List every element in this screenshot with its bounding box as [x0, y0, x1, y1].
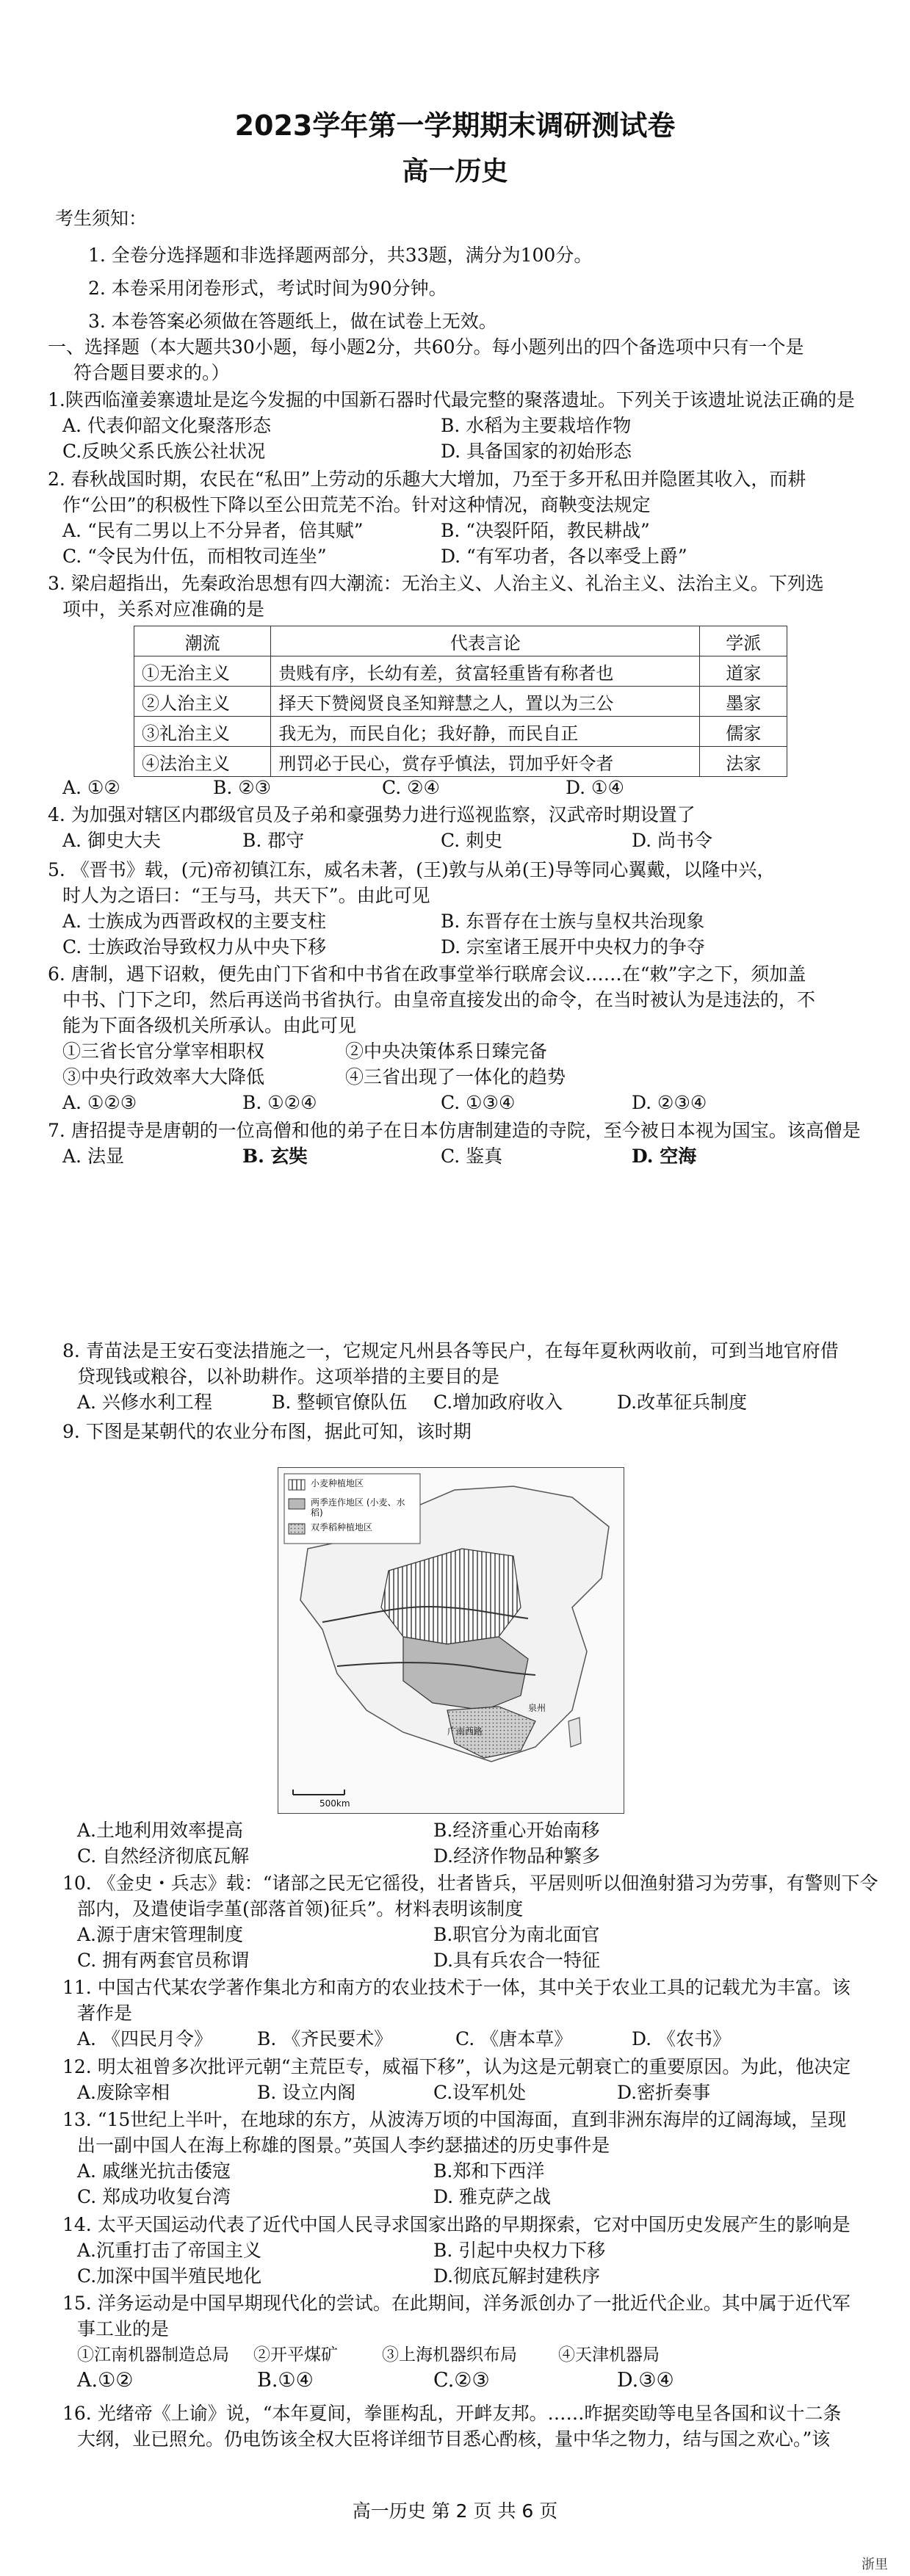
q9-option-c[interactable]: C. 自然经济彻底瓦解 — [77, 1845, 250, 1867]
q13-stem-2: 出一副中国人在海上称雄的图景。”英国人李约瑟描述的历史事件是 — [77, 2135, 610, 2156]
q12-option-d[interactable]: D.密折奏事 — [617, 2082, 711, 2103]
section-heading-cont: 符合题目要求的。） — [73, 362, 230, 383]
q2-option-b[interactable]: B. “决裂阡陌，教民耕战” — [441, 520, 650, 541]
exam-subject: 高一历史 — [402, 156, 508, 187]
q13-option-b[interactable]: B.郑和下西洋 — [433, 2160, 545, 2182]
q10-option-d[interactable]: D.具有兵农合一特征 — [433, 1950, 601, 1971]
q1-stem: 1.陕西临潼姜寨遗址是迄今发掘的中国新石器时代最完整的聚落遗址。下列关于该遗址说法正确的是 — [48, 389, 855, 410]
map-graphic — [278, 1468, 624, 1813]
q3-stem-1: 3. 梁启超指出，先秦政治思想有四大潮流：无治主义、人治主义、礼治主义、法治主义。下列选 — [48, 573, 824, 594]
q3-header-quote: 代表言论 — [271, 626, 700, 656]
q7-option-c[interactable]: C. 鉴真 — [441, 1146, 503, 1167]
q11-option-d[interactable]: D. 《农书》 — [632, 2028, 732, 2049]
q14-option-a[interactable]: A.沉重打击了帝国主义 — [77, 2240, 262, 2261]
q3-table — [134, 626, 787, 777]
q15-option-b[interactable]: B.①④ — [257, 2369, 314, 2392]
q8-option-b[interactable]: B. 整顿官僚队伍 — [272, 1392, 408, 1413]
q11-option-b[interactable]: B. 《齐民要术》 — [257, 2028, 393, 2049]
q3-cell: ①无治主义 — [134, 656, 271, 687]
q15-statement-1: ①江南机器制造总局 — [77, 2345, 229, 2365]
q12-option-b[interactable]: B. 设立内阁 — [257, 2082, 356, 2103]
scale-label: 500km — [319, 1798, 350, 1809]
q3-header-trend: 潮流 — [134, 626, 271, 656]
q8-stem-1: 8. 青苗法是王安石变法措施之一，它规定凡州县各等民户，在每年夏秋两收前，可到当地官府借 — [62, 1340, 839, 1361]
q4-stem: 4. 为加强对辖区内郡级官员及子弟和豪强势力进行巡视监察，汉武帝时期设置了 — [48, 804, 696, 825]
q15-option-c[interactable]: C.②③ — [433, 2369, 490, 2392]
q15-statement-4: ④天津机器局 — [558, 2345, 660, 2365]
q14-stem: 14. 太平天国运动代表了近代中国人民寻求国家出路的早期探索，它对中国历史发展产生的影响是 — [62, 2214, 851, 2235]
q3-cell: 择天下赞阅贤良圣知辩慧之人，置以为三公 — [271, 687, 700, 717]
q7-option-b[interactable]: B. 玄奘 — [242, 1146, 308, 1167]
q8-stem-2: 贷现钱或粮谷，以补助耕作。这项举措的主要目的是 — [77, 1366, 500, 1387]
q11-option-a[interactable]: A. 《四民月令》 — [77, 2028, 212, 2049]
q7-option-d[interactable]: D. 空海 — [632, 1146, 697, 1167]
q15-statement-2: ②开平煤矿 — [253, 2345, 338, 2365]
corner-mark: 浙里 — [862, 2557, 888, 2572]
q10-option-c[interactable]: C. 拥有两套官员称谓 — [77, 1950, 250, 1971]
q6-option-a[interactable]: A. ①②③ — [62, 1092, 137, 1113]
q3-cell: 儒家 — [700, 717, 787, 747]
q12-stem: 12. 明太祖曾多次批评元朝“主荒臣专，威福下移”，认为这是元朝衰亡的重要原因。为此，他决定 — [62, 2056, 851, 2077]
q3-header-school: 学派 — [700, 626, 787, 656]
exam-title: 2023学年第一学期期末调研测试卷 — [234, 109, 676, 142]
q6-statement-4: ④三省出现了一体化的趋势 — [345, 1066, 566, 1088]
q1-option-d[interactable]: D. 具备国家的初始形态 — [441, 441, 632, 462]
notice-label: 考生须知： — [55, 208, 148, 229]
legend-double-cropping: 两季连作地区 (小麦、水稻) — [311, 1497, 405, 1518]
notice-item-1: 1. 全卷分选择题和非选择题两部分，共33题，满分为100分。 — [88, 245, 593, 266]
q3-option-c[interactable]: C. ②④ — [382, 777, 440, 798]
place-label: 广南西路 — [447, 1726, 483, 1737]
q16-stem-1: 16. 光绪帝《上谕》说，“本年夏间，拳匪构乱，开衅友邦。……昨据奕劻等电呈各国和议十二条 — [62, 2403, 842, 2424]
q13-stem-1: 13. “15世纪上半叶，在地球的东方，从波涛万顷的中国海面，直到非洲东海岸的辽阔海域，呈现 — [62, 2109, 847, 2130]
q3-cell: 我无为，而民自化；我好静，而民自正 — [271, 717, 700, 747]
q10-option-a[interactable]: A.源于唐宋管理制度 — [77, 1924, 244, 1945]
q3-option-d[interactable]: D. ①④ — [566, 777, 624, 798]
q3-cell: 法家 — [700, 747, 787, 777]
q10-stem-1: 10. 《金史・兵志》载：“诸部之民无它徭役，壮者皆兵，平居则听以佃渔射猎习为劳事，有警则下令 — [62, 1873, 878, 1894]
q11-option-c[interactable]: C. 《唐本草》 — [455, 2028, 573, 2049]
q4-option-d[interactable]: D. 尚书令 — [632, 830, 713, 851]
notice-item-3: 3. 本卷答案必须做在答题纸上，做在试卷上无效。 — [88, 311, 497, 332]
q7-option-a[interactable]: A. 法显 — [62, 1146, 124, 1167]
q13-option-a[interactable]: A. 戚继光抗击倭寇 — [77, 2160, 231, 2182]
q14-option-c[interactable]: C.加深中国半殖民地化 — [77, 2265, 262, 2287]
q2-stem-2: 作“公田”的积极性下降以至公田荒芜不治。针对这种情况，商鞅变法规定 — [62, 494, 651, 515]
q6-statement-3: ③中央行政效率大大降低 — [62, 1066, 265, 1088]
q4-option-c[interactable]: C. 刺史 — [441, 830, 503, 851]
q3-cell: 道家 — [700, 656, 787, 687]
q13-option-d[interactable]: D. 雅克萨之战 — [433, 2186, 552, 2207]
q15-option-a[interactable]: A.①② — [77, 2369, 134, 2392]
section-heading: 一、选择题（本大题共30小题，每小题2分，共60分。每小题列出的四个备选项中只有一个是 — [48, 336, 804, 358]
q11-stem-1: 11. 中国古代某农学著作集北方和南方的农业技术于一体，其中关于农业工具的记载尤为丰富。该 — [62, 1977, 851, 1998]
q9-stem: 9. 下图是某朝代的农业分布图，据此可知，该时期 — [62, 1421, 472, 1442]
q6-option-c[interactable]: C. ①③④ — [441, 1092, 516, 1113]
place-label: 泉州 — [528, 1703, 546, 1713]
q2-stem-1: 2. 春秋战国时期，农民在“私田”上劳动的乐趣大大增加，乃至于多开私田并隐匿其收入，而耕 — [48, 468, 806, 490]
q3-cell: 贵贱有序，长幼有差，贫富轻重皆有称者也 — [271, 656, 700, 687]
q9-option-b[interactable]: B.经济重心开始南移 — [433, 1820, 600, 1841]
q15-statement-3: ③上海机器织布局 — [382, 2345, 517, 2365]
agriculture-map — [278, 1467, 624, 1814]
q9-option-a[interactable]: A.土地利用效率提高 — [77, 1820, 244, 1841]
q6-option-b[interactable]: B. ①②④ — [242, 1092, 317, 1113]
q3-cell: ③礼治主义 — [134, 717, 271, 747]
q6-stem-2: 中书、门下之印，然后再送尚书省执行。由皇帝直接发出的命令，在当时被认为是违法的，不 — [62, 989, 816, 1010]
q13-option-c[interactable]: C. 郑成功收复台湾 — [77, 2186, 231, 2207]
legend-double-rice: 双季稻种植地区 — [311, 1522, 373, 1533]
q4-option-b[interactable]: B. 郡守 — [242, 830, 305, 851]
q1-option-b[interactable]: B. 水稻为主要栽培作物 — [441, 415, 632, 436]
q5-option-c[interactable]: C. 士族政治导致权力从中央下移 — [62, 936, 327, 958]
q1-option-c[interactable]: C.反映父系氏族公社状况 — [62, 441, 266, 462]
q1-option-a[interactable]: A. 代表仰韶文化聚落形态 — [62, 415, 271, 436]
legend-wheat: 小麦种植地区 — [311, 1478, 364, 1488]
q3-option-a[interactable]: A. ①② — [62, 777, 120, 798]
q16-stem-2: 大纲，业已照允。仍电饬该全权大臣将详细节目悉心酌核，量中华之物力，结与国之欢心。”该 — [77, 2428, 831, 2450]
page-footer: 高一历史 第 2 页 共 6 页 — [352, 2500, 558, 2522]
q6-statement-1: ①三省长官分掌宰相职权 — [62, 1041, 265, 1062]
q2-option-a[interactable]: A. “民有二男以上不分异者，倍其赋” — [62, 520, 364, 541]
q6-statement-2: ②中央决策体系日臻完备 — [345, 1041, 548, 1062]
q2-option-c[interactable]: C. “令民为什伍，而相牧司连坐” — [62, 546, 327, 567]
q6-stem-3: 能为下面各级机关所承认。由此可见 — [62, 1015, 357, 1036]
q12-option-a[interactable]: A.废除宰相 — [77, 2082, 170, 2103]
q3-cell: 墨家 — [700, 687, 787, 717]
q14-option-d[interactable]: D.彻底瓦解封建秩序 — [433, 2265, 601, 2287]
q8-option-d[interactable]: D.改革征兵制度 — [617, 1392, 748, 1413]
q3-option-b[interactable]: B. ②③ — [213, 777, 272, 798]
q11-stem-2: 著作是 — [77, 2002, 133, 2024]
q3-cell: ②人治主义 — [134, 687, 271, 717]
q4-option-a[interactable]: A. 御史大夫 — [62, 830, 161, 851]
q2-option-d[interactable]: D. “有军功者，各以率受上爵” — [441, 546, 687, 567]
q10-option-b[interactable]: B.职官分为南北面官 — [433, 1924, 600, 1945]
q3-cell: ④法治主义 — [134, 747, 271, 777]
q8-option-a[interactable]: A. 兴修水利工程 — [77, 1392, 212, 1413]
q14-option-b[interactable]: B. 引起中央权力下移 — [433, 2240, 606, 2261]
q5-stem-2: 时人为之语曰：“王与马，共天下”。由此可见 — [62, 885, 430, 906]
q5-option-a[interactable]: A. 士族成为西晋政权的主要支柱 — [62, 911, 326, 932]
q7-stem: 7. 唐招提寺是唐朝的一位高僧和他的弟子在日本仿唐制建造的寺院，至今被日本视为国宝。该高僧是 — [48, 1120, 861, 1141]
q12-option-c[interactable]: C.设军机处 — [433, 2082, 527, 2103]
q6-stem-1: 6. 唐制，遇下诏敕，便先由门下省和中书省在政事堂举行联席会议……在“敕”字之下，须加盖 — [48, 963, 806, 985]
q6-option-d[interactable]: D. ②③④ — [632, 1092, 707, 1113]
q9-option-d[interactable]: D.经济作物品种繁多 — [433, 1845, 601, 1867]
q5-option-b[interactable]: B. 东晋存在士族与皇权共治现象 — [441, 911, 705, 932]
q15-option-d[interactable]: D.③④ — [617, 2369, 674, 2392]
q5-option-d[interactable]: D. 宗室诸王展开中央权力的争夺 — [441, 936, 706, 958]
q5-stem-1: 5. 《晋书》载，(元)帝初镇江东，威名未著，(王)敦与从弟(王)导等同心翼戴，以隆中兴， — [48, 859, 776, 880]
notice-item-2: 2. 本卷采用闭卷形式，考试时间为90分钟。 — [88, 278, 447, 299]
q3-cell: 刑罚必于民心，赏存乎慎法，罚加乎奸令者 — [271, 747, 700, 777]
q8-option-c[interactable]: C.增加政府收入 — [433, 1392, 563, 1413]
q15-stem-2: 事工业的是 — [77, 2318, 170, 2340]
q10-stem-2: 部内，及遣使诣孛堇(部落首领)征兵”。材料表明该制度 — [77, 1898, 524, 1920]
q15-stem-1: 15. 洋务运动是中国早期现代化的尝试。在此期间，洋务派创办了一批近代企业。其中属于近代军 — [62, 2293, 851, 2314]
q3-stem-2: 项中，关系对应准确的是 — [62, 598, 265, 620]
